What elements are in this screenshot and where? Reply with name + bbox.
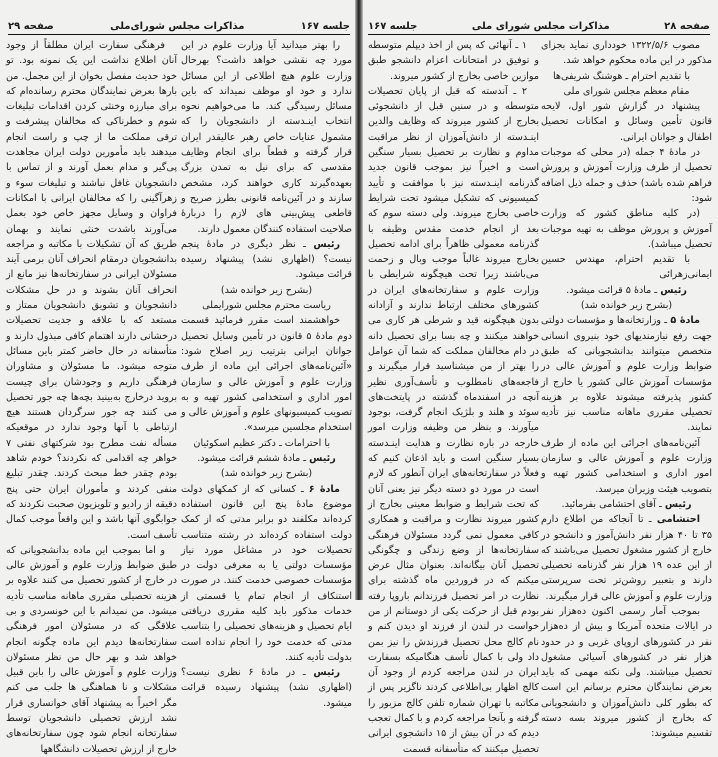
paragraph-text: ـ کسانی که از کمکهای دولت موضوع مادهٔ پنج این قانون استفاده کرده‌اند مکلفند دو برابر مدتی که از کمک دولت استفاده کرده‌اند در رشته متناسب تحصیلات خود در مشاغل مورد نیاز مؤسسات دولتی یا به معرفی دولت در مؤسسات خصوصی خدمت کنند. در صورت استنکاف از انجام تمام یا قسمتی از خدمات مذکور باید کلیه مقرری دریافتی ایام تحصیل و هزینه‌های تحصیلی را بتناسب مدتی که خدمت خود را انجام نداده است بدولت تأدیه کنند. xyxy=(181,483,352,663)
session-number: جلسه ۱۶۷ xyxy=(368,21,418,32)
column-right xyxy=(180,38,352,709)
paragraph-text: ـ نظر دیگری در مادهٔ پنجم نیست؟ (اظهاری نشد) پیشنهاد رسیده قرائت میشود. xyxy=(181,238,352,281)
running-title: مذاکرات مجلس شورای ملی xyxy=(471,21,610,32)
paragraph-text: ـ مادهٔ ششم قرائت میشود. xyxy=(197,453,310,465)
paragraph-text: در مادهٔ ۴ جمله (در محلی که موجبات تحصیل از طرف وزارت آموزش و پرورش فراهم شده باشد) حذف و جمله ذیل اضافه شود: xyxy=(541,147,712,204)
paragraph-text: با احترامات ـ دکتر عظیم اسکوئیان xyxy=(193,437,330,449)
paragraph xyxy=(368,38,539,84)
speaker-label: مادهٔ ۶ xyxy=(308,483,340,495)
paragraph-text: (بشرح زیر خوانده شد) xyxy=(220,468,313,480)
signature-line xyxy=(541,69,712,84)
paragraph-text: ۱ ـ آنهائی که پس از اخذ دیپلم متوسطه و توفیق در امتحانات اعزام دانشجو طبق موازین خاصی بخارج از کشور میروند. xyxy=(368,40,539,82)
paragraph xyxy=(541,604,712,742)
column-left xyxy=(6,38,177,755)
paragraph-text: ـ تا آنجاکه من اطلاع دارم ۳۵ تا ۴۰ هزار نفر دانش‌آموز و دانشجو در خارج از کشور مشغول تحصیل می‌باشند که از این عده ۱۹ هزار نفر گذرنامه تحصیلی دارند و بتعبیر روشن‌تر تحت سرپرستی وزارت علوم و آموزش عالی قرار میگیرند. xyxy=(541,514,712,602)
paragraph xyxy=(541,436,712,497)
paragraph xyxy=(541,206,712,252)
signature-line xyxy=(541,252,712,283)
page-number: صفحه ۲۸ xyxy=(664,21,710,32)
paragraph xyxy=(368,84,539,757)
paragraph-text: (بشرح زیر خوانده شد) xyxy=(220,284,313,296)
page-number: صفحه ۲۹ xyxy=(8,21,54,32)
paragraph-text: خواهشمند است مقرر فرمائید قسمت دوم مادهٔ ۵ قانون در تأمین وسایل تحصیل جوانان ایرانی بترتیب زیر اصلاح شود: «آئین‌نامه‌های اجرائی این ماده از طرف وزارت علوم و آموزش عالی و سازمان امور اداری و استخدامی کشور تهیه و به تصویب کمیسیونهای علوم و آموزش عالی و استخدام مجلسین میرسد». xyxy=(180,315,352,434)
paragraph-text: مقام معظم مجلس شورای ملی xyxy=(563,85,690,97)
running-title: مذاکرات مجلس شورای‌ملی xyxy=(110,21,245,32)
paragraph xyxy=(181,665,352,711)
paragraph-text: آئین‌نامه‌های اجرائی این ماده از طرف وزارت علوم و آموزش عالی و سازمان امور اداری و استخدامی کشور تهیه و بتصویب هیئت وزیران میرسد. xyxy=(541,437,712,495)
paragraph-text: با تقدیم احترام ـ هوشنگ شریفی‌ها xyxy=(552,70,690,82)
centered-line xyxy=(541,84,712,99)
page-header xyxy=(8,16,350,35)
paragraph-text: را بهتر میدانید آیا وزارت علوم در این مورد چه نقشی خواهد داشت؟ بهرحال وزارت علوم هیچ اطلاعی از این مسائل ندارد و خود او موظف نمیداند که باین مسائل رسیدگی کند. ما می‌خواهیم نحوه انتخاب اینـدسته از دانشجویان را که مشمول عنایات خاص رهبر عالیقدر ایران قرار گرفته و قطعاً برای انجام وظایف مقدسی که برای نیل به تمدن بزرگ بعهده‌گیرند کاری خواهند کرد، مشخص سازند و در آئین‌نامه قانونی بطرز صریح و قاطعی پیش‌بینی های لازم را دربارهٔ صلاحیت استفاده کنندگان معمول دارند. xyxy=(181,40,352,235)
speaker-label: رئیس xyxy=(664,498,692,510)
speaker-label: احتشامی xyxy=(656,514,700,526)
paragraph xyxy=(181,482,352,666)
paragraph-text: ۲ ـ آندسته که قبل از پایان تحصیلات متوسطه و در سنین قبل از دانشجوئی بخارج از کشور میروند که وظایف والدین اینـدسته از دانش‌آموزان از نظر مراقبت مداوم و نظارت بر تحصیل بسیار سنگین است و اخیراً نیز بموجب قانون جدید گذرنامه اینـدسته نیز با موافقت و تأیید کمیسیونی که تشکیل میشود تحت شرایط خاصی بخارج میروند. ولی دسته سوم که بعد از انجام خدمت مقدس وظیفه با گذرنامه معمولی ظاهراً برای ادامه تحصیل بخارج میروند غالباً موجب وبال و زحمت می‌باشند زیرا تحت هیچگونه شرایطی با وزارت علوم و سفارتخانه‌های ایران در کشورهای مختلف ارتباط ندارند و آزادانه بدون هیچگونه قید و شرطی هر کاری می خواهند میکنند و چه بسا برای تحصیل دانه در دام مخالفان مملکت که شما آن عوامل را بهتر از من میشناسید قرار میگیرند و فاجعه‌های نامطلوب و تأسف‌آوری نظیر آنچه در اسفندماه گذشته در پایتخت‌های سوئد و هلند و بلژیک انجام گرفت، بوجود میآورند. و بنظر من وظیفه وزارت امور خارجه در باره نظارت و هدایت اینـدسته بسیار سنگین است و باید اذعان کنیم که فعلاً در سفارتخانه‌های ایران آنطور که لازم است در مورد دو دسته دیگر نیز یعنی آنان که تحت شرایط و ضوابط معینی بخارج از کشور میروند نظارت و مراقبت و همکاری کافی معمول نمی گردد مسئولان فرهنگی سفارتخانه‌ها از وضع زندگی و چگونگی تحصیل آنان بیگانه‌اند. بعنوان مثال عرض میکنم که در فروردین ماه گذشته برای نظارت در امر تحصیل فرزندانم باروپا رفته بودم قبل از حرکت یکی از دوستانم از من خواست در لندن از فرزند او دیدن کنم و نام کالج محل تحصیل فرزندش را نیز بمن داد ولی با کمال تأسف هنگامیکه بسفارت ایران در لندن مراجعه کردم از وجود آن کالج اظهار بی‌اطلاعی کردند ناگزیر پس از مکاتبه با تهران شماره تلفن کالج مزبور را گرفته و بآنجا مراجعه کردم و با کمال تعجب دیدم که در آن بیش از ۱۵ دانشجوی ایرانی تحصیل میکنند که متأسفانه قسمت xyxy=(368,85,540,755)
paragraph-text: ـ مادهٔ ۵ قرائت میشود. xyxy=(566,284,661,296)
paragraph-text: مصوب ۱۳۲۲/۵/۶ خودداری نماید بجزای مذکور در این ماده محکوم خواهد شد. xyxy=(541,40,712,67)
column-right xyxy=(541,38,712,740)
paragraph-text: ـ وزارتخانه‌ها و مؤسسات دولتی جهت رفع نیازمندیهای خود بنیروی انسانی متخصص میتوانند بدانشجویانی که طبق ضوابط وزارت علوم و آموزش عالی در مؤسسات آموزش عالی کشور یا خارج از کشور پذیرفته میشوند علاوه بر هزینه تحصیلی مقرری ماهانه مناسب نیز تأدیه نمایند. xyxy=(541,315,712,434)
paragraph-text: ـ در مادهٔ ۶ نظری نیست؟ (اظهاری نشد) پیشنهاد رسیده قرائت میشود. xyxy=(181,667,352,709)
page-29 xyxy=(0,0,358,755)
paragraph xyxy=(541,38,712,69)
paragraph-text: (بشرح زیر خوانده شد) xyxy=(580,300,673,312)
centered-line xyxy=(541,497,712,512)
centered-line xyxy=(181,451,352,466)
paragraph-text: ـ آقای احتشامی بفرمائید. xyxy=(561,498,665,510)
paragraph-text: پیشنهاد در گزارش شور اول، لایحه قانون تأمین وسائل و امکانات تحصیل اطفال و جوانان ایرانی. xyxy=(541,101,712,143)
paragraph-text: فرهنگی سفارت ایران مطلقاً از وجود آنان اطلاع نداشت این یک نمونه بود. تو خود حدیث مفصل بخوان از این مجمل. من بارها بعرض نمایندگان محترم رسانده‌ام که برای مبارزه وخنثی کردن اقدامات تبلیغات شوم و خطرناکی که مخالفان پیشرفت و ترقی مملکت ما از چپ و راست انجام میدهند باید مأمورین دولت ایران مجاهدت پی‌گیر و مدام بعمل آورند و از تماس با دانشجویان غافل نباشند و تبلیغات سوء و زهرآگینی را که مخالفان ایرانی با امکانات فراوان و وسایل مجهز خاص خود بعمل می‌آورند باشدت خنثی نمایند و بهمان طریق که آن تشکیلات با مکاتبه و مراجعه بدانشجویان درمقام انحراف آنان برمی آیند مسئولان ایرانی در سفارتخانه‌ها نیز مانع از انحراف آنان بشوند و در حل مشکلات دانشجویان و تشویق دانشجویان ممتاز و مستعد که با علاقه و جدیت تحصیلات درخشانی دارند اهتمام کافی مبذول دارند و متأسفانه در حال حاضر کمتر باین مسائل متوجه میشود. ما مسئولان و مشاوران فرهنگی داریم و وجودشان برای چیست بروید درخارج به‌بینید بچه‌ها چه جور تحصیل می کنند چه جور سرگردان هستند هیچ ارتباطی با آنها وجود ندارد در موقعیکه مسأله نفت مطرح بود شرکتهای نفتی ۷ خواهر چه اقدامی که نکردند؟ خودم شاهد بودم چقدر خط مبحث کردند. چقدر تبلیغ منفی کردند و مأموران ایران حتی پنج دقیقه از رادیو و تلویزیون صحبت نکردند که جوابگوی آنها باشد و این واقعاً موجب کمال تأسف است. xyxy=(6,40,177,541)
speaker-label: رئیس xyxy=(660,284,687,296)
page-columns xyxy=(6,38,352,755)
session-number: جلسه ۱۶۷ xyxy=(300,21,350,32)
speaker-label: رئیس xyxy=(313,238,340,250)
paragraph xyxy=(541,99,712,145)
page-columns xyxy=(368,38,712,755)
paragraph-text: ریاست محترم مجلس شورایملی xyxy=(202,300,331,312)
paragraph xyxy=(181,313,352,435)
paragraph-text: و اما بموجب این ماده بدانشجویانی که طبق ضوابط وزارت علوم و آموزش عالی در خارج از کشور تحصیل می کنند علاوه بر هزینه تحصیلی مقرری ماهانه مناسب تأدیه میشود. من نمیدانم با این خونسردی و بی علاقگی که در مسئولان امور فرهنگی سفارتخانه‌ها دیدم این ماده چگونه انجام خواهد شد و بهر حال من نظر مسئولان وزارت علوم و آموزش عالی را باین قبیل مشکلات و نا هماهنگی ها جلب می کنم مگر اخیراً به پیشنهاد آقای خوانساری قرار نشد ارزش تحصیلی دانشجویان توسط سفارتخانه انجام شود چون سفارتخانه‌های خارج از ارزش تحصیلات دانشگاهها xyxy=(6,544,177,755)
paragraph xyxy=(181,38,352,237)
speaker-label: رئیس xyxy=(309,453,336,465)
centered-line xyxy=(181,283,352,298)
paragraph xyxy=(6,38,177,543)
speaker-label: مادهٔ ۵ xyxy=(670,315,700,327)
page-header xyxy=(368,16,710,35)
paragraph xyxy=(541,145,712,206)
paragraph xyxy=(181,237,352,283)
paragraph xyxy=(541,313,712,435)
paragraph xyxy=(6,543,177,757)
paragraph-text: (در کلیه مناطق کشور که وزارت آموزش و پرورش موظف به تهیه موجبات تحصیل میباشد). xyxy=(541,208,712,250)
paragraph xyxy=(541,512,712,604)
paragraph-text: بموجب آمار رسمی اکنون ده‌هزار نفر در ایالات متحده آمریکا و بیش از ده‌هزار نفر در کشورهای اروپای غربی و در حدود هزار نفر در کشورهای آسیائی مشغول تحصیل میباشند. ولی نکته مهمی که باید بعرض نمایندگان محترم برسانم این است که بطور کلی دانش‌آموزان و دانشجویانی که بخارج از کشور میروند بسه دسته تقسیم میشوند: xyxy=(541,605,712,740)
paragraph-text: با تقدیم احترام، مهندس حسین ایمانی‌زهرائی xyxy=(541,254,712,281)
column-left xyxy=(368,38,540,755)
speaker-label: رئیس xyxy=(313,667,340,679)
page-28 xyxy=(362,0,718,755)
centered-line xyxy=(181,298,352,313)
centered-line xyxy=(541,283,712,298)
centered-line xyxy=(181,466,352,481)
centered-line xyxy=(541,298,712,313)
signature-line xyxy=(181,436,352,451)
